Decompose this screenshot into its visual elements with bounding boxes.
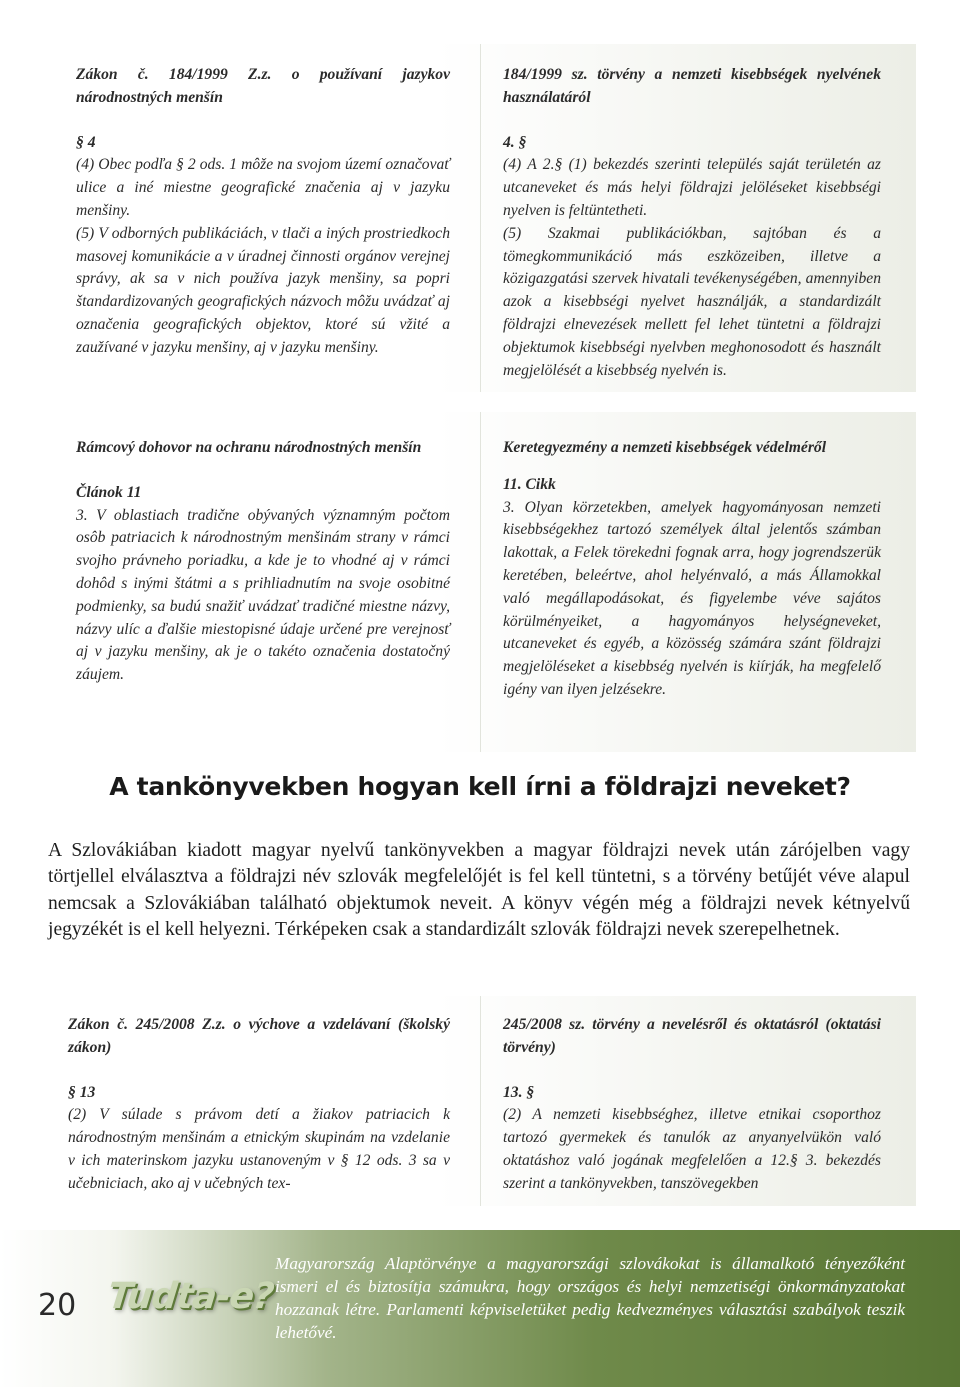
section-3-divider xyxy=(480,996,481,1206)
law-text-line: (2) V súlade s právom detí a žiakov patriacich k národnostným menšinám a etnickým skupinám na vzdelanie v ich materinskom jazyku ustanoveným v § 12 ods. 3 sa v učebniciach, ako aj v učebných tex- xyxy=(68,1106,450,1192)
section-2-left-column xyxy=(76,437,450,687)
page-number: 20 xyxy=(38,1288,77,1323)
treaty-title-hu: Keretegyezmény a nemzeti kisebbségek védelméről xyxy=(503,439,827,456)
intro-paragraph: A Szlovákiában kiadott magyar nyelvű tankönyvekben a magyar földrajzi nevek után zárójelben vagy törtjellel elválasztva a földrajzi név szlovák megfelelőjét is fel kell tüntetni, s a törvény betűjét véve alapul nemcsak a Szlovákiában található objektumok neveit. A könyv végén még a földrajzi nevek kétnyelvű jegyzékét is el kell helyezni. Térképeken csak a standardizált szlovák földrajzi nevek szerepelhetnek. xyxy=(48,840,910,941)
law-text-line: (5) Szakmai publikációkban, sajtóban és a tömegkommunikáció más eszközeiben, illetve a közigazgatási szervek hivatali tevékenységében, amennyiben azok a kisebbségi nyelvet használják, a standardizált földrajzi elnevezések mellett fel lehet tüntetni a földrajzi objektumok kisebbségi nyelvben meghonosodott és használt megjelölését a kisebbség nyelvén is. xyxy=(503,224,881,379)
law-title-sk: Zákon č. 245/2008 Z.z. o výchove a vzdelávaní (školský zákon) xyxy=(68,1016,450,1056)
law-text-line: (4) Obec podľa § 2 ods. 1 môže na svojom území označovať ulice a iné miestne geografické značenia aj v jazyku menšiny. xyxy=(76,156,450,219)
law-title-sk: Zákon č. 184/1999 Z.z. o používaní jazykov národnostných menšín xyxy=(76,66,450,106)
law-title-hu: 184/1999 sz. törvény a nemzeti kisebbségek nyelvének használatáról xyxy=(503,66,881,106)
page-heading: A tankönyvekben hogyan kell írni a földrajzi neveket? xyxy=(109,772,851,801)
section-3-right-column xyxy=(503,1014,881,1196)
did-you-know-text: Magyarország Alaptörvénye a magyarországi szlovákokat is államalkotó tényezőként ismeri el és biztosítja számukra, hogy országos és helyi nemzetiségi önkormányzatokat hozzanak létre. Parlamenti képviseletüket pedig kedvezményes választási szabályok teszik lehetővé. xyxy=(275,1254,905,1342)
section-2-right-column xyxy=(503,437,881,702)
treaty-title-sk: Rámcový dohovor na ochranu národnostných menšín xyxy=(76,439,422,456)
law-text-line: (5) V odborných publikáciách, v tlači a iných prostriedkoch masovej komunikácie a v úradnej činnosti orgánov verejnej správy, ak sa v nich používa jazyk menšiny, sa popri štandardizovaných geografických názvoch môžu uvádzať aj označenia geografických objektov, ktoré sú vžité a zaužívané v jazyku menšiny, aj v jazyku menšiny. xyxy=(76,224,450,356)
law-text-line: (4) A 2.§ (1) bekezdés szerinti település saját területén az utcaneveket és más helyi földrajzi jelöléseket kisebbségi nyelven is feltüntetheti. xyxy=(503,156,881,219)
section-1-right-column xyxy=(503,64,881,382)
treaty-text: 3. Olyan körzetekben, amelyek hagyományosan nemzeti kisebbségekhez tartozó személyek által jelentős számban lakottak, a Felek törekedni fognak arra, hogy jogrendszerük keretében, beleértve, ahol helyénvaló, a más Államokkal való megállapodásokat, és figyelembe véve sajátos körülményeiket, a hagyományos helységneveket, utcaneveket és egyéb, a közösség számára szánt földrajzi megjelöléseket a kisebbség nyelvén is kiírják, ha megfelelő igény van ilyen jelzésekre. xyxy=(503,498,881,698)
section-1-divider xyxy=(480,44,481,392)
section-1-left-column xyxy=(76,64,450,360)
law-text-line: (2) A nemzeti kisebbséghez, illetve etnikai csoporthoz tartozó gyermekek és tanulók az anyanyelvükön való oktatáshoz való jogának megfelelően a 12.§ 3. bekezdés szerint a tankönyvekben, tanszövegekben xyxy=(503,1106,881,1192)
paragraph-number: 13. § xyxy=(503,1083,535,1101)
law-title-hu: 245/2008 sz. törvény a nevelésről és oktatásról (oktatási törvény) xyxy=(503,1016,881,1056)
paragraph-number: 4. § xyxy=(503,133,527,151)
article-number: 11. Cikk xyxy=(503,475,556,493)
section-3-left-column xyxy=(68,1014,450,1196)
paragraph-number: § 4 xyxy=(76,133,96,151)
did-you-know-label: Tudta-e? xyxy=(105,1276,276,1317)
article-number: Článok 11 xyxy=(76,483,142,501)
paragraph-number: § 13 xyxy=(68,1083,96,1101)
section-2-divider xyxy=(480,412,481,752)
treaty-text: 3. V oblastiach tradične obývaných významným počtom osôb patriacich k národnostným menšinám strany v rámci svojho právneho poriadku, a kde je to vhodné aj v rámci dohôd s inými štátmi a s prihliadnutím na svoje osobitné podmienky, sa budú snažiť uvádzať tradičné miestne názvy, názvy ulíc a ďalšie miestopisné údaje určené pre verejnosť aj v jazyku menšiny, ak je o takéto označenia dostatočný záujem. xyxy=(76,506,450,684)
